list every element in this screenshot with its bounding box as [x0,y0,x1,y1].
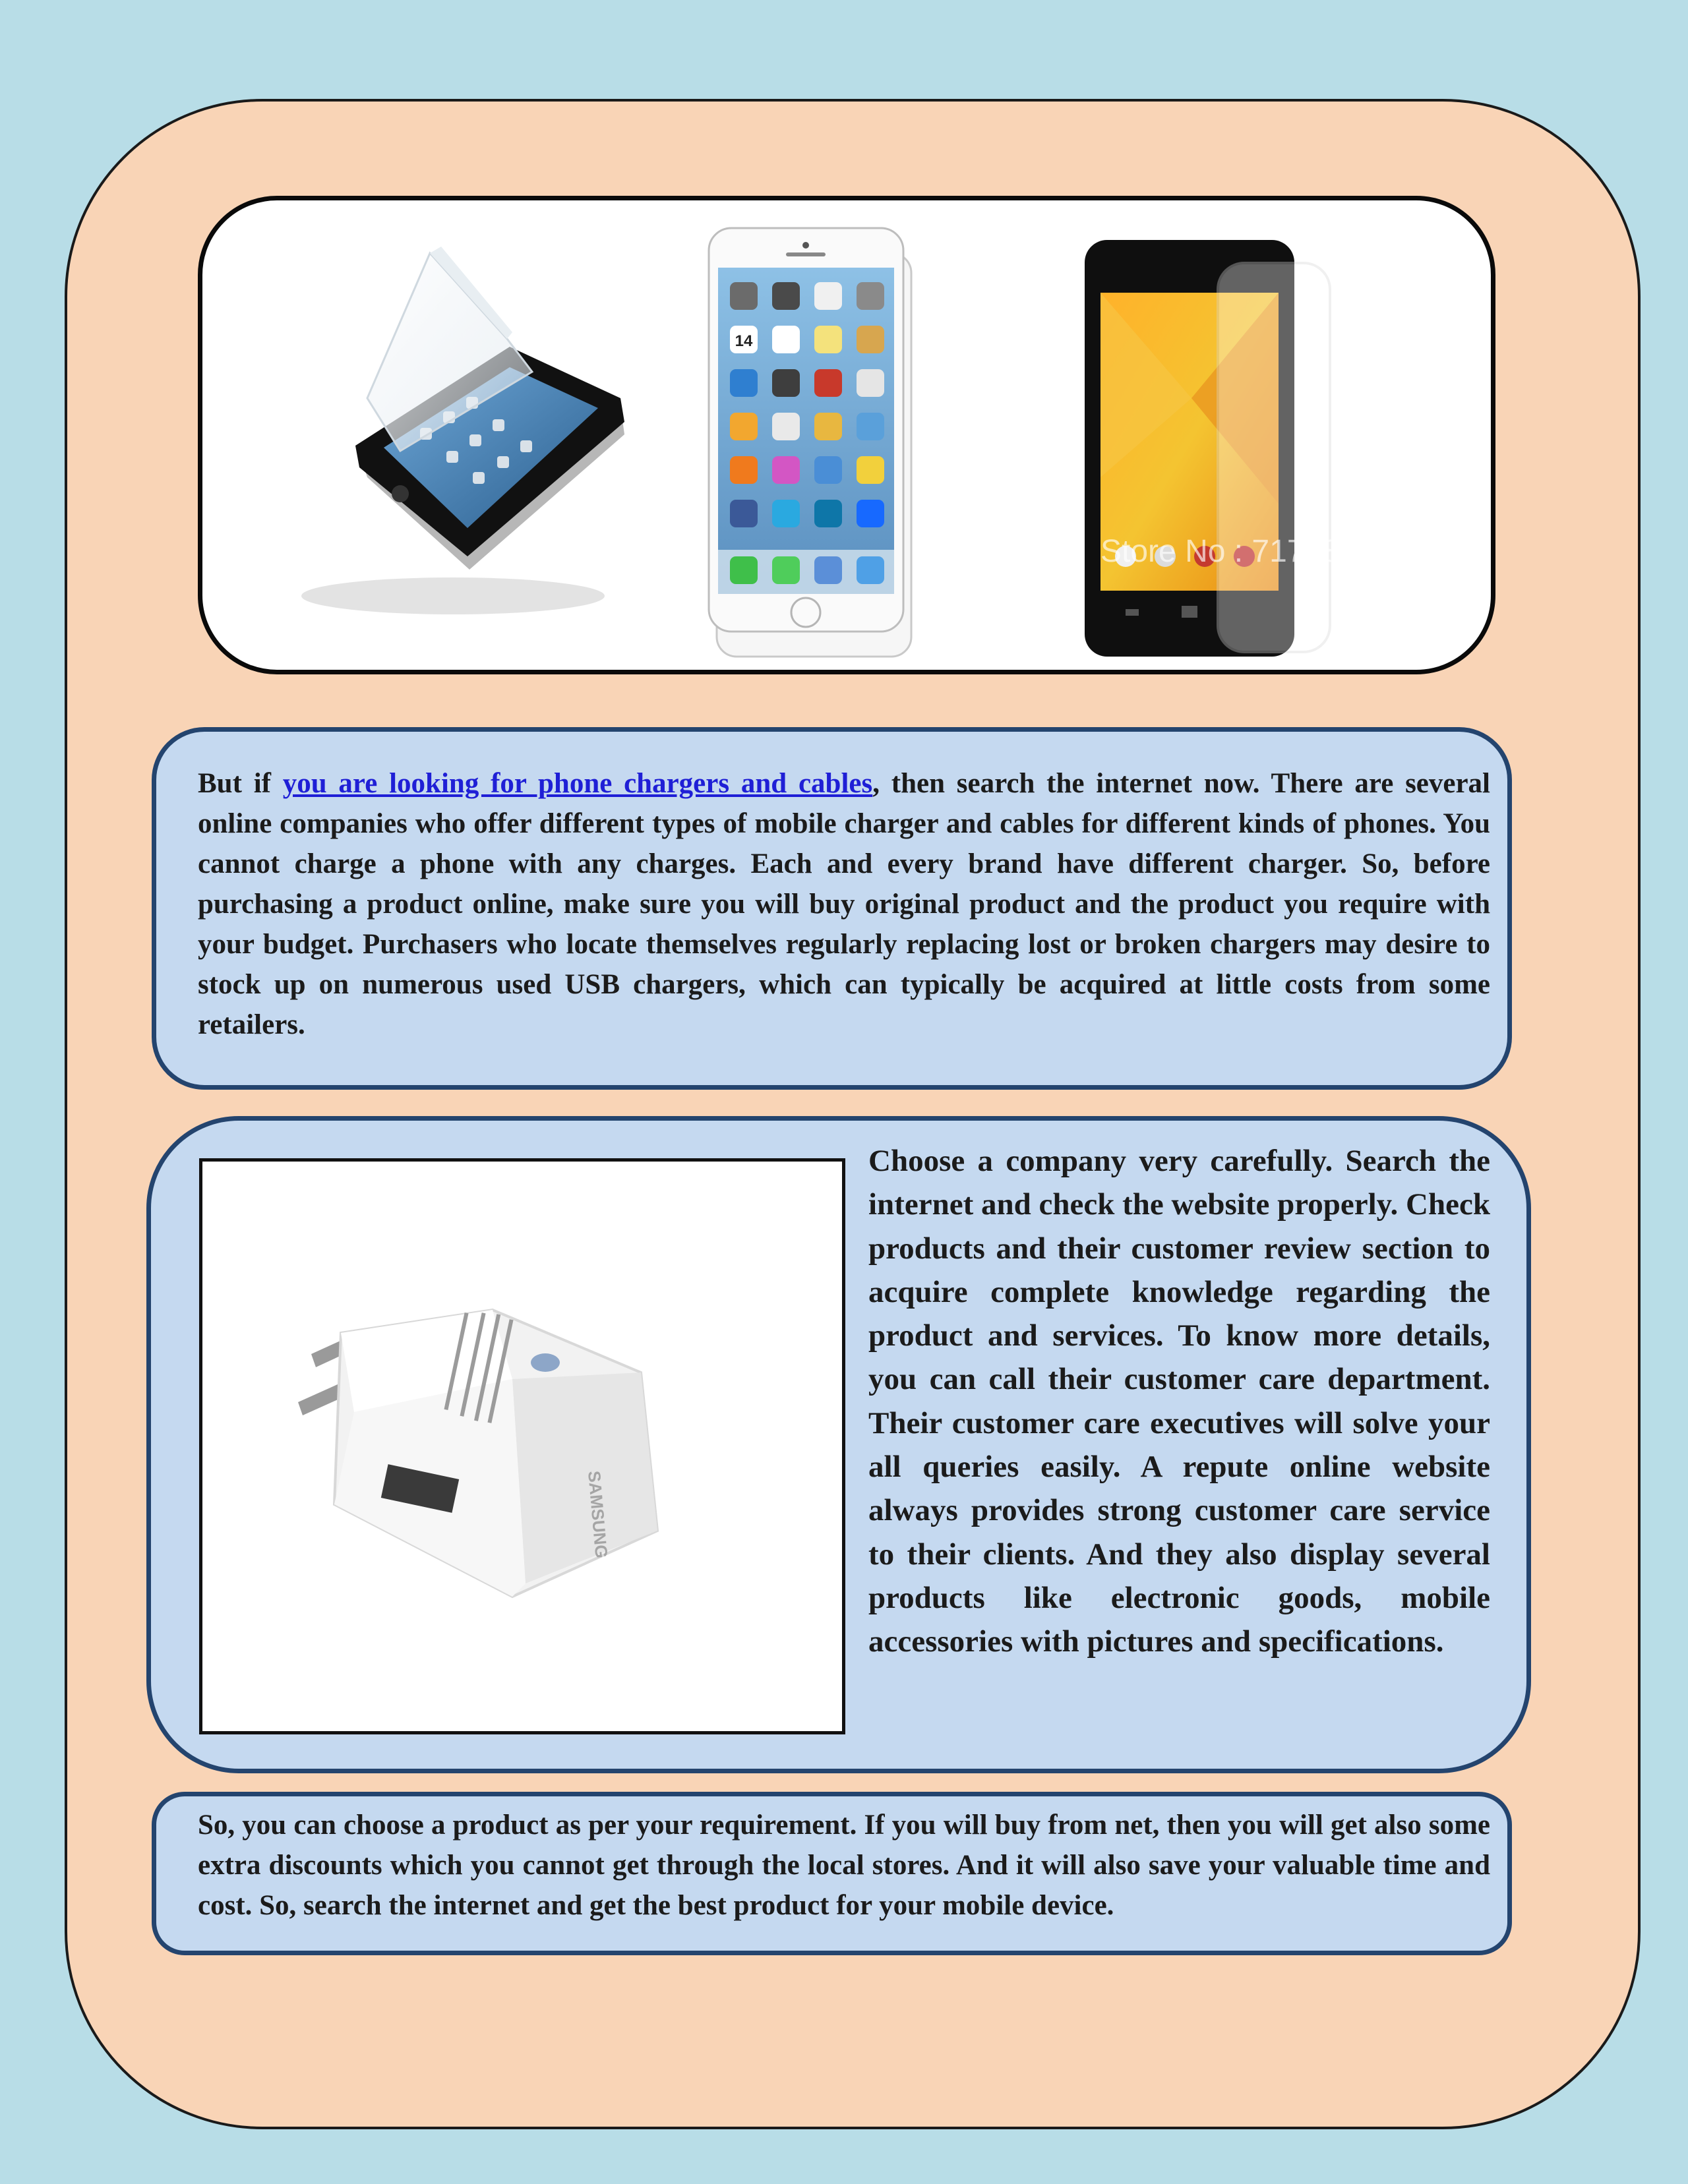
usb-wall-charger-image [199,1158,845,1734]
charger-brand-label: SAMSUNG [584,1469,612,1559]
android-phone-with-screen-guard-image [1085,240,1358,657]
company-info-paragraph: Choose a company very carefully. Search the internet and check the website properly. Check products and their customer review section to acquire complete knowledge regarding the product and services. To know more details, you can call their customer care department. Their customer care executives will solve your all queries easily. A repute online website always provides strong customer care service to their clients. And they also display several products like electronic goods, mobile accessories with pictures and specifications. [868,1144,1490,1659]
store-watermark: Store No : 717783 [1100,534,1358,569]
product-gallery [198,196,1495,674]
intro-lead-text: But if [198,768,283,799]
calendar-date-label: 14 [735,332,753,350]
closing-paragraph: So, you can choose a product as per your requirement. If you will buy from net, then you will get also some extra discounts which you cannot get through the local stores. And it will also save your valuable time and cost. So, search the internet and get the best product for your mobile device. [198,1810,1490,1921]
phone-chargers-link[interactable]: you are looking for phone chargers and cables [282,768,873,799]
iphone-with-screen-guard-image [709,228,911,657]
intro-paragraph [198,763,1490,1045]
phone-screen-protector-tilted-image [301,247,624,614]
intro-body-text: , then search the internet now. There are several online companies who offer different types of mobile charger and cables for different kinds of phones. You cannot charge a phone with any charges. Each and every brand have different charger. So, before purchasing a product online, make sure you will buy original product and the product you require with your budget. Purchasers who locate themselves regularly replacing lost or broken chargers may desire to stock up on numerous used USB chargers, which can typically be acquired at little costs from some retailers. [198,768,1491,1040]
